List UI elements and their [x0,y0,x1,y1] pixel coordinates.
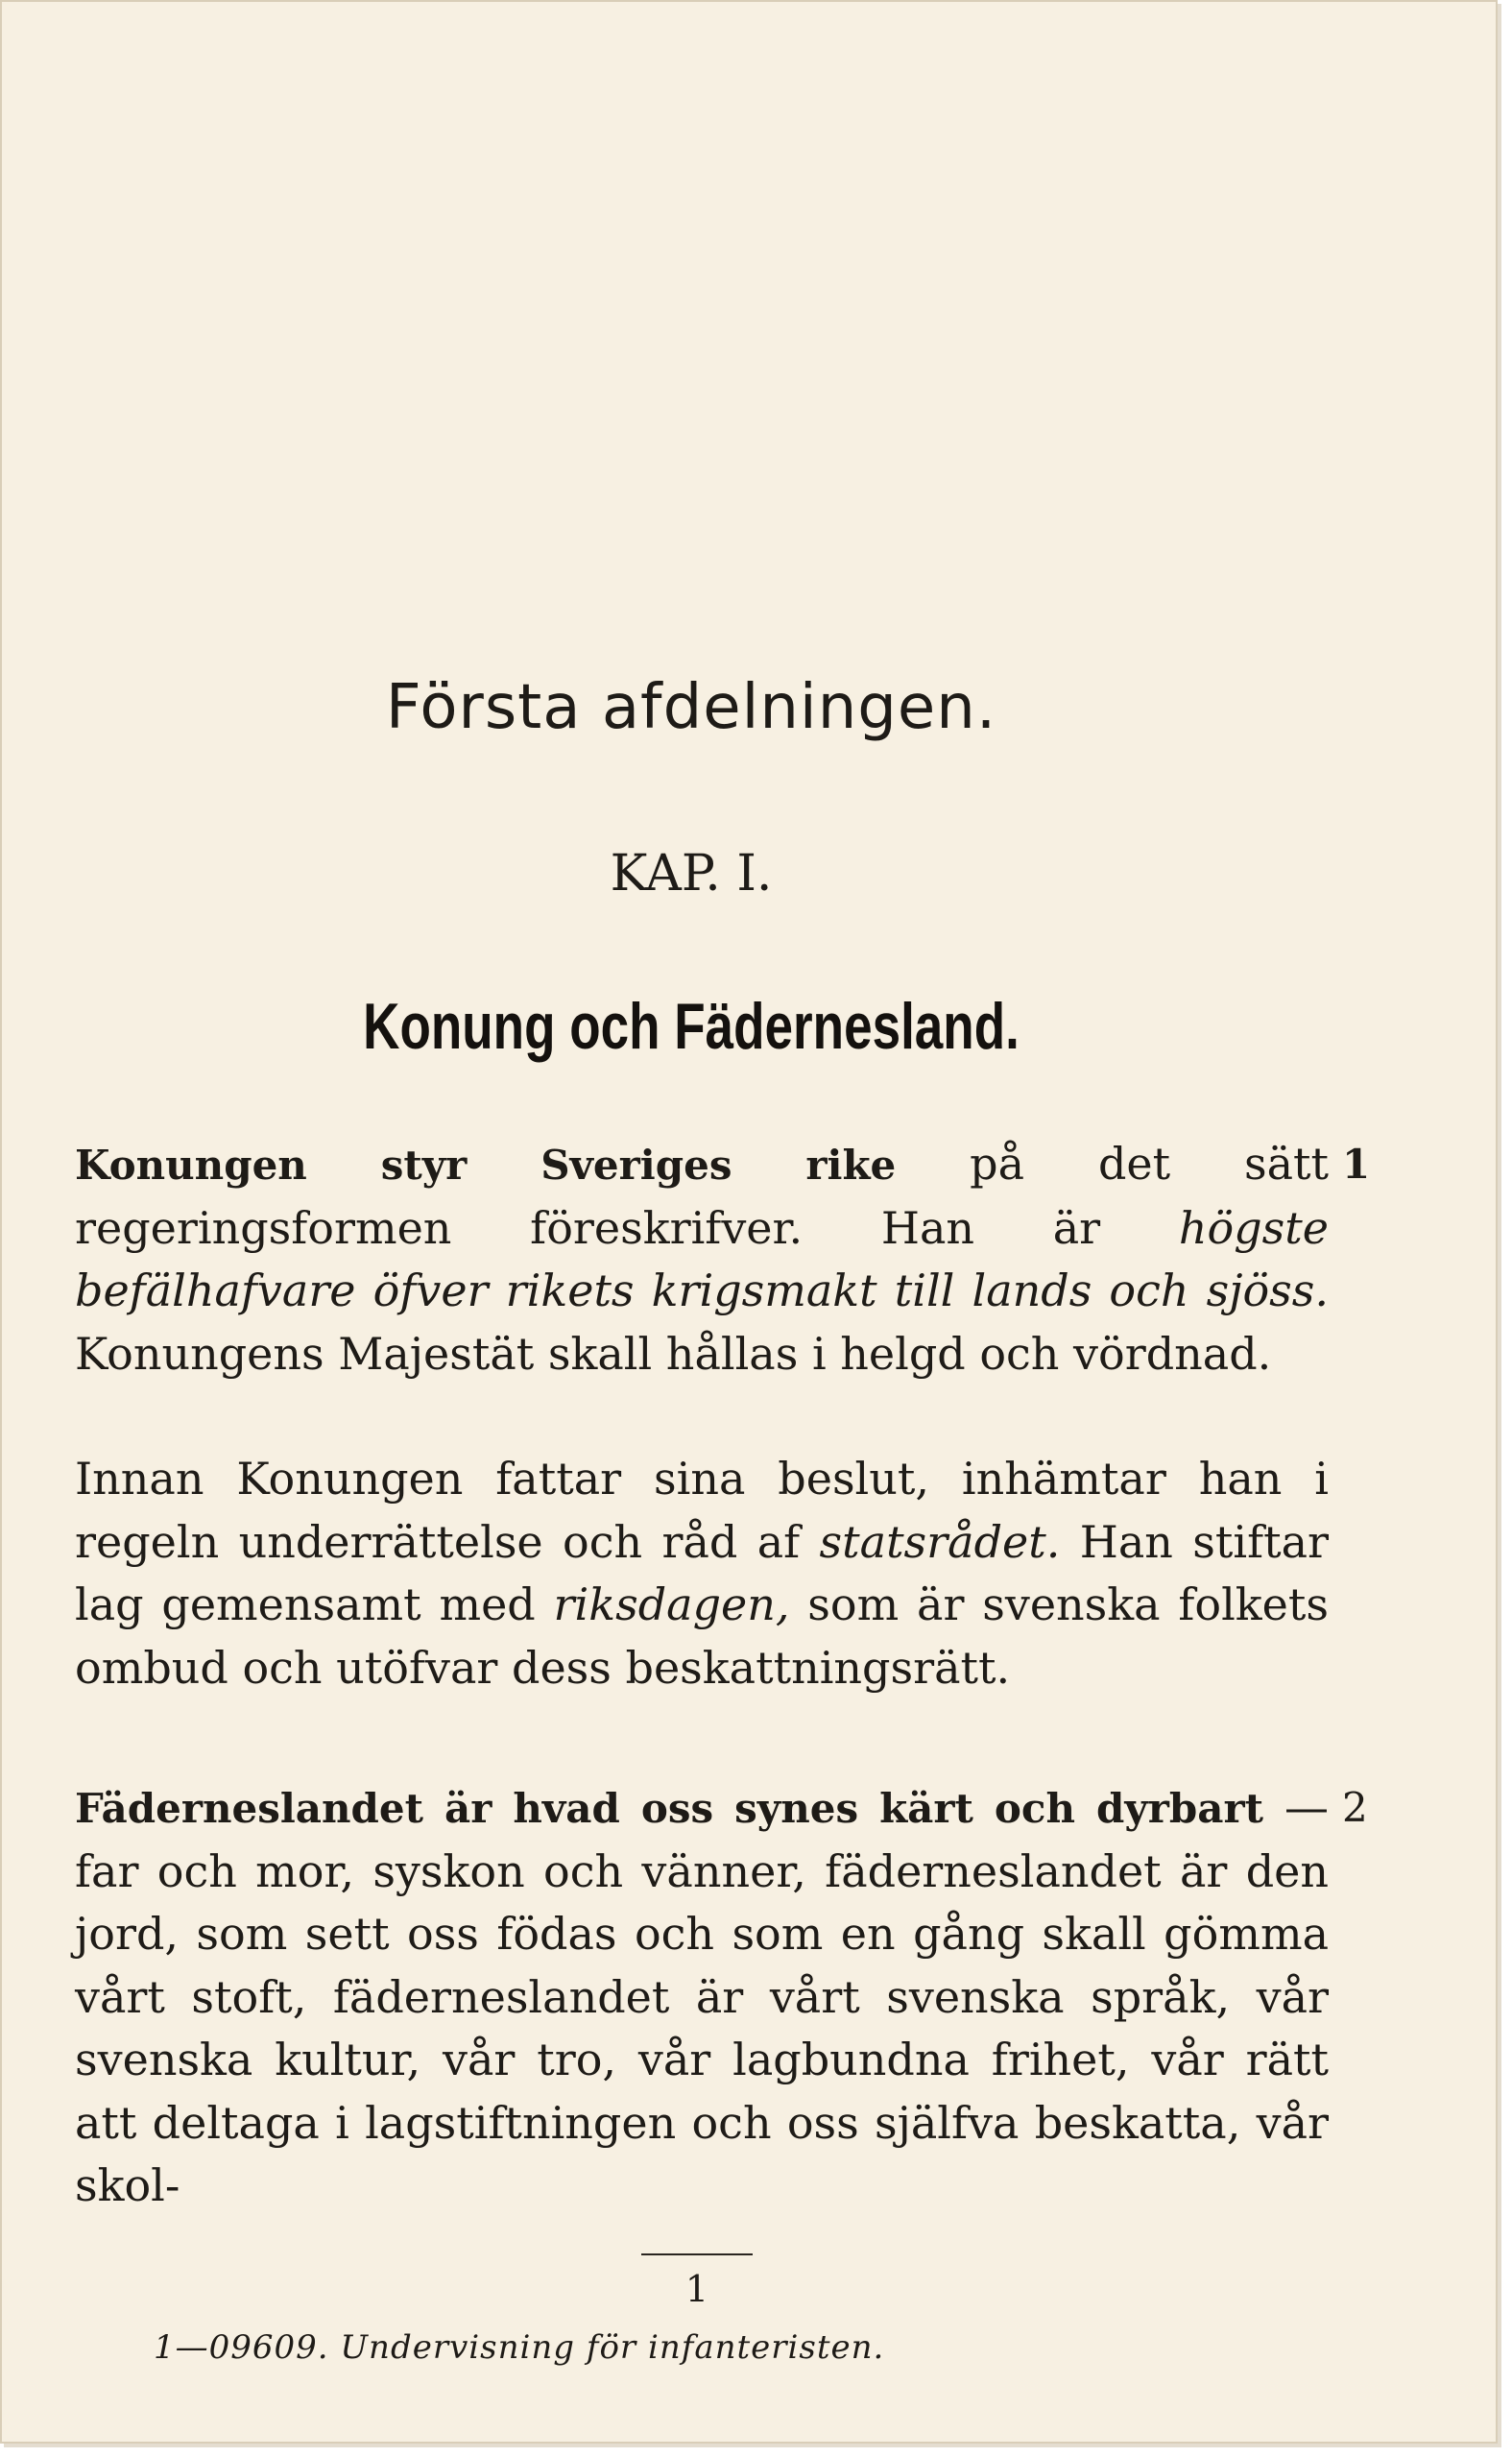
paragraph-3-lead: Fäderneslandet är hvad oss synes kärt och dyrbart [75,1785,1264,1832]
page-number: 1 [684,2268,709,2310]
chapter-title: Konung och Fädernesland. [363,990,1020,1063]
paragraph-2-emphasis-b: riksdagen, [553,1578,790,1630]
paragraph-2-text-a: Innan Konungen fattar sina beslut, inhämtar han i regeln underrättelse och råd af [75,1453,1329,1568]
page-number-rule [641,2253,753,2255]
paragraph-3 [75,1776,1329,2218]
paragraph-2-text-b: Han stiftar lag gemensamt med [75,1515,1330,1630]
paragraph-1 [75,1133,1329,1385]
margin-number-1: 1 [1342,1141,1371,1188]
margin-number-2: 2 [1342,1784,1368,1831]
paragraph-1-text-b: Konungens Majestät skall hållas i helgd och vördnad. [75,1327,1272,1380]
paragraph-1-text-a: på det sätt regeringsformen föreskrifver. Han är [75,1138,1329,1254]
paragraph-1-lead: Konungen styr Sveriges rike [75,1142,897,1189]
paragraph-3-text: — far och mor, syskon och vänner, fäderneslandet är den jord, som sett oss födas och som en gång skall gömma vårt stoft, fäderneslandet är vårt svenska språk, vår svenska kultur, vår tro, vår lagbundna frihet, vår rätt att deltaga i lagstiftningen och oss själfva beskatta, vår skol- [75,1781,1329,2211]
printer-signature: 1—09609. Undervisning för infanteristen. [154,2328,885,2367]
section-heading: Första afdelningen. [385,672,997,743]
paragraph-2 [75,1448,1329,1699]
paragraph-2-emphasis-a: statsrådet. [819,1515,1061,1568]
paragraph-2-text-c: som är svenska folkets ombud och utöfvar dess beskattningsrätt. [75,1578,1329,1694]
paragraph-1-emphasis: högste befälhafvare öfver rikets krigsmakt till lands och sjöss. [75,1201,1329,1316]
chapter-number: KAP. I. [610,845,773,903]
